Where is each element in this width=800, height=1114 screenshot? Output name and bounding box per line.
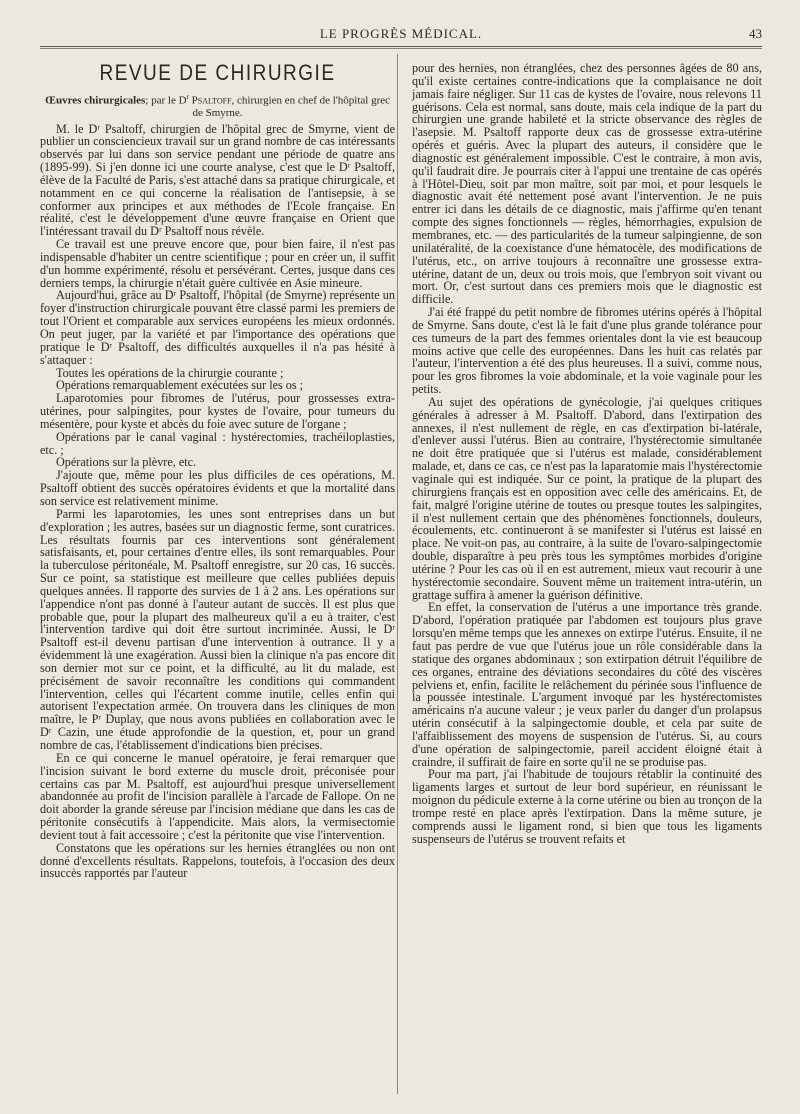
header-rule bbox=[40, 46, 762, 49]
article-author: Psaltoff bbox=[191, 94, 232, 107]
right-column bbox=[412, 62, 762, 845]
page-number: 43 bbox=[749, 26, 762, 41]
article-heading bbox=[40, 91, 395, 119]
page-header bbox=[40, 26, 762, 44]
paragraph: pour des hernies, non étranglées, chez des personnes âgées de 80 ans, qu'il existe certaines contre-indications que la complaisance ne doit jamais faire négliger. Sur 11 cas de kystes de l'ovaire, nous relevons 11 guérisons. Cela est normal, sans doute, mais cela indique de la part du chirurgien une grande habileté et la stricte observance des règles de l'asepsie. M. Psaltoff rapporte deux cas de grossesse extra-utérine opérés et guéris. Avec la plupart des auteurs, il considère que le diagnostic est généralement impossible. C'est le contraire, à mon avis, qu'il faudrait dire. Je pourrais citer à l'appui une trentaine de cas opérés à l'Hôtel-Dieu, soit par mon maître, soit par moi, et pour lesquels le diagnostic avait été nettement posé avant l'intervention. Je ne puis entrer ici dans les détails de ce diagnostic, mais j'affirme qu'en tenant compte des signes fonctionnels — règles, hémorrhagies, expulsion de membranes, etc. — des particularités de la tumeur salpingienne, de son unilatéralité, de la coexistance d'une hématocèle, des modifications de l'utérus, etc., on arrive toujours à reconnaître une grossesse extra-utérine, datant de un, deux ou trois mois, que l'embryon soit vivant ou mort. Or, c'est surtout dans ces premiers mois que le diagnostic est difficile. bbox=[412, 61, 762, 307]
paragraph: Aujourd'hui, grâce au Dʳ Psaltoff, l'hôpital (de Smyrne) représente un foyer d'instruction chirurgicale pouvant être classé parmi les premiers de tout l'Orient et comparable aux services européens les mieux ordonnés. On peut juger, par la variété et par l'importance des opérations que pratique le Dʳ Psaltoff, des difficultés auxquelles il n'a pas hésité à s'attaquer : bbox=[40, 288, 395, 367]
paragraph: Pour ma part, j'ai l'habitude de toujours rétablir la continuité des ligaments larges et surtout de leur bord supérieur, en réunissant le moignon du pédicule externe à la corne utérine ou bien au tronçon de la trompe resté en place après l'extirpation. Dans la même suture, je comprends aussi le ligament rond, si bien que tous les ligaments suspenseurs de l'utérus se trouvent refaits et bbox=[412, 767, 762, 846]
paragraph: Constatons que les opérations sur les hernies étranglées ou non ont donné d'excellents résultats. Rappelons, toutefois, à l'occasion des deux insuccès rapportés par l'auteur bbox=[40, 840, 395, 881]
article-byline-rest: , chirurgien en chef de l'hôpital grec de Smyrne. bbox=[192, 94, 391, 119]
paragraph: Ce travail est une preuve encore que, pour bien faire, il n'est pas indispensable d'habiter un centre scientifique ; pour en créer un, il suffit d'un homme expérimenté, résolu et persévérant. Certes, jusque dans ces derniers temps, la chirurgie n'était guère cultivée en Asie mineure. bbox=[40, 237, 395, 290]
section-title: REVUE DE CHIRURGIE bbox=[99, 60, 336, 86]
list-item: Opérations sur la plèvre, etc. bbox=[56, 455, 197, 470]
paragraph: J'ai été frappé du petit nombre de fibromes utérins opérés à l'hôpital de Smyrne. Sans doute, c'est là le fait d'une plus grande tolérance pour ces tumeurs de la part des femmes orientales dont la vie est beaucoup moins active que celle des européennes. Dans les huit cas relatés par l'auteur, l'intervention a été des plus heureuses. Il a suivi, comme nous, pour les gros fibromes la voie abdominale, et la voie vaginale pour les petits. bbox=[412, 305, 762, 397]
paragraph: Au sujet des opérations de gynécologie, j'ai quelques critiques générales à adresser à M. Psaltoff. D'abord, dans l'extirpation des annexes, il n'est nullement de règle, en cas d'extirpation bi-latérale, d'enlever aussi l'utérus. Bien au contraire, l'hystérectomie simultanée ne doit être pratiquée que si l'utérus est malade, considérablement malade, et, dans ce cas, ce n'est pas la laparatomie mais l'hystérectomie vaginale qui est indiquée. Sur ce point, la pratique de la plupart des chirurgiens français est en opposition avec celle des américains. Et, de fait, malgré l'origine utérine de toutes ou presque toutes les salpingites, il n'est nullement certain que des phénomènes fonctionnels, douleurs, écoulements, etc. continueront à se manifester si l'utérus est laissé en place. Ne voit-on pas, au contraire, à la suite de l'ovaro-salpingectomie double, disparaître à peu près tous les symptômes morbides d'origine utérine ? Pour les cas où il en est autrement, mieux vaut recourir à une hystérectomie secondaire. Souvent même un traitement intra-utérin, un grattage suffira à amener la guérison définitive. bbox=[412, 394, 762, 602]
list-item: Opérations par le canal vaginal : hystérectomies, trachéiloplasties, etc. ; bbox=[40, 429, 395, 457]
running-title: LE PROGRÈS MÉDICAL. bbox=[319, 26, 483, 41]
paragraph: M. le Dʳ Psaltoff, chirurgien de l'hôpital grec de Smyrne, vient de publier un consciencieux travail sur un grand nombre de cas intéressants observés par lui dans son service pendant une période de quatre ans (1895-99). Si j'en donne ici une courte analyse, c'est que le Dʳ Psaltoff, élève de la Faculté de Paris, s'est attaché dans sa pratique chirurgicale, et notamment en ce qui concerne la réalisation de l'antisepsie, à se conformer aux principes et aux méthodes de l'Ecole française. En réalité, c'est le développement d'une œuvre française en Orient que l'intéressant travail du Dʳ Psaltoff nous révèle. bbox=[40, 121, 395, 239]
list-item: Toutes les opérations de la chirurgie courante ; bbox=[56, 365, 284, 380]
paragraph: J'ajoute que, même pour les plus difficiles de ces opérations, M. Psaltoff obtient des succès opératoires évidents et que la mortalité dans son service est relativement minime. bbox=[40, 468, 395, 508]
paragraph: Parmi les laparotomies, les unes sont entreprises dans un but d'exploration ; les autres, basées sur un diagnostic ferme, sont curatrices. Les résultats fournis par ces interventions sont généralement satisfaisants, et, pour certaines d'entre elles, ils sont remarquables. Pour la tuberculose péritonéale, M. Psaltoff enregistre, sur 20 cas, 16 succès. Sur ce point, sa statistique est meilleure que celles publiées depuis quelques années. Il rapporte des survies de 1 à 2 ans. Les opérations sur l'appendice n'ont pas donné à l'auteur autant de succès. Il est plus que probable que, pour la plupart des malheureux qu'il a eu à traiter, c'est l'intervention tardive qui doit être surtout incriminée. Aussi, le Dʳ Psaltoff est-il devenu partisan d'une intervention à outrance. Il y a évidemment là une exagération. Aussi bien la clinique n'a pas encore dit son dernier mot sur ce point, et la difficulté, au lit du malade, est précisément de savoir reconnaître les conditions qui commandent l'intervention, celles qui l'écartent comme inutile, celles enfin qui autorisent l'expectation armée. On trouvera dans les cliniques de mon maître, le Pʳ Duplay, que nous avons publiées en collaboration avec le Dʳ Cazin, une étude approfondie de la question, et, pour un grand nombre de cas, l'établissement d'indications bien précises. bbox=[40, 506, 395, 752]
paragraph: En ce qui concerne le manuel opératoire, je ferai remarquer que l'incision suivant le bord externe du muscle droit, préconisée pour certains cas par M. Psaltoff, est aujourd'hui presque universellement abandonnée au profit de l'incision parallèle à l'arcade de Fallope. On ne doit aborder la grande séreuse par l'incision médiane que dans les cas de péritonite consécutifs à l'appendicite. Mais alors, la vermisectomie devient tout à fait accessoire ; c'est la péritonite que vise l'intervention. bbox=[40, 750, 395, 842]
article-byline-prefix: ; par le D bbox=[145, 94, 187, 107]
paragraph: En effet, la conservation de l'utérus a une importance très grande. D'abord, l'opération pratiquée par l'abdomen est toujours plus grave lorsqu'en même temps que les annexes on extirpe l'utérus. Ensuite, il ne faut pas perdre de vue que l'utérus joue un rôle considérable dans la statique des organes abdominaux ; son extirpation détruit l'équilibre de ces organes, entraine des déviations secondaires du côté des viscères pelviens et, enfin, facilite le relâchement du périnée sous l'influence de la poussée intestinale. L'argument invoqué par les hystérectomistes américains n'a aucune valeur ; je veux parler du danger d'un prolapsus utérin consécutif à la salpingectomie double, et cela par suite de l'affaiblissement des moyens de suspension de l'utérus. Si, au cours d'une opération de salpingectomie, pareil accident éloigné était à craindre, il suffirait de faire en sorte qu'il ne se produise pas. bbox=[412, 600, 762, 769]
list-item: Opérations remarquablement exécutées sur les os ; bbox=[56, 378, 304, 393]
left-column bbox=[40, 62, 395, 880]
list-item: Laparotomies pour fibromes de l'utérus, pour grossesses extra-utérines, pour salpingites, pour kystes de l'ovaire, pour tumeurs du mésentère, pour kyste et abcès du foie avec suture de l'organe ; bbox=[40, 391, 395, 431]
article-title: Œuvres chirurgicales bbox=[44, 94, 146, 107]
article-byline-sup: r bbox=[186, 92, 189, 101]
column-divider bbox=[397, 54, 398, 1094]
